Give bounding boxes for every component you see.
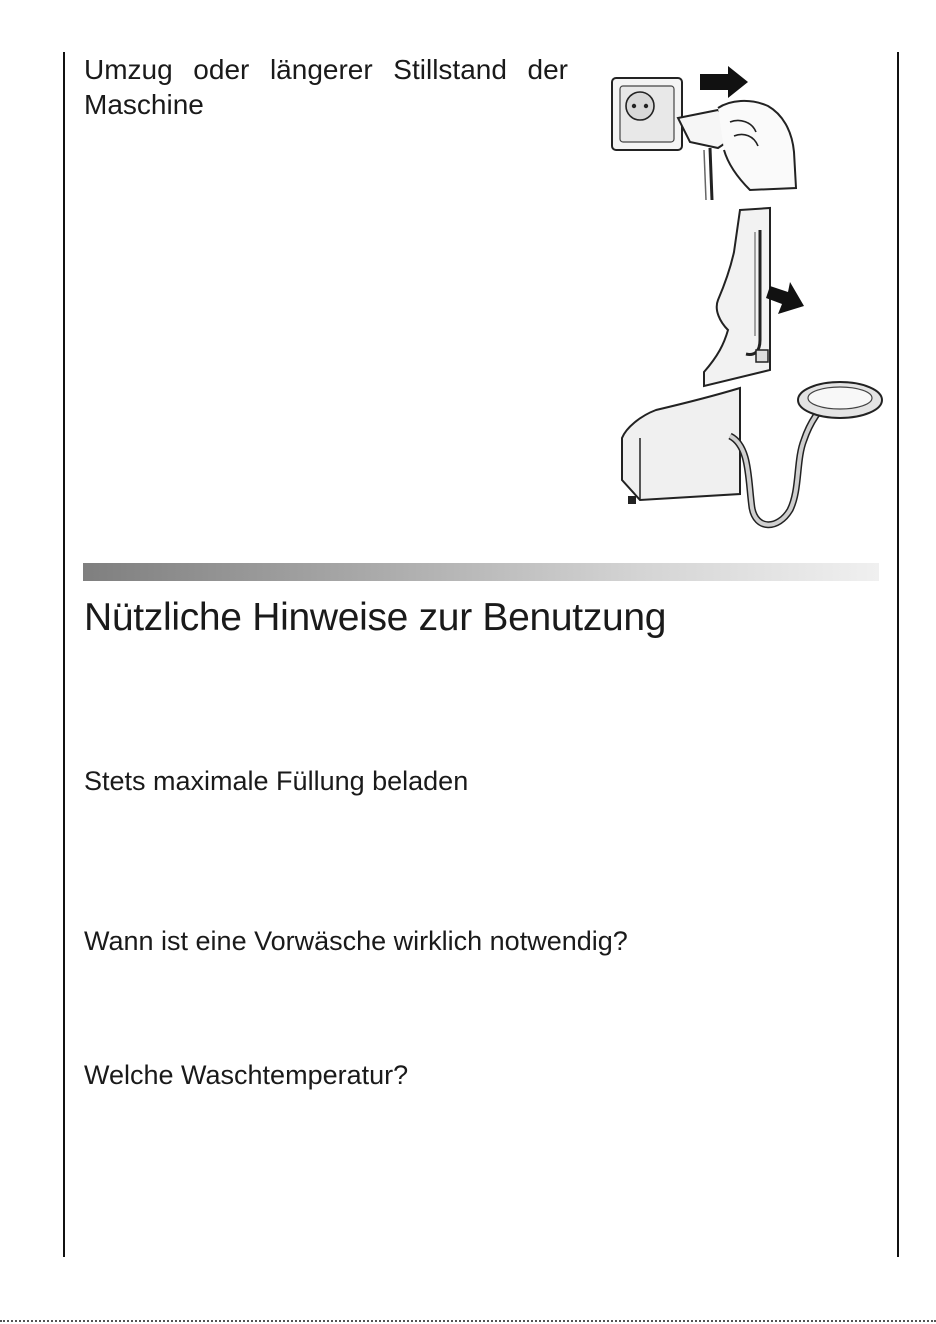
drain-bowl-illustration <box>622 382 882 525</box>
wall-socket-illustration <box>612 78 682 150</box>
section-title-line-1: Umzug oder längerer Stillstand der <box>84 54 568 85</box>
section-title-line-2: Maschine <box>84 89 204 120</box>
bottom-dotted-rule <box>0 1320 936 1322</box>
main-heading: Nützliche Hinweise zur Benutzung <box>84 596 667 639</box>
page-border-left <box>63 52 65 1257</box>
section-divider-bar <box>83 563 879 581</box>
machine-rear-illustration <box>704 208 804 386</box>
unplug-and-drain-illustration <box>600 60 900 540</box>
section-title <box>84 52 568 122</box>
pull-arrow-icon <box>700 66 748 98</box>
subheading-prewash: Wann ist eine Vorwäsche wirklich notwendig? <box>84 926 628 956</box>
subheading-temperature: Welche Waschtemperatur? <box>84 1060 409 1090</box>
hand-plug-illustration <box>678 101 796 200</box>
subheading-max-load: Stets maximale Füllung beladen <box>84 766 469 796</box>
